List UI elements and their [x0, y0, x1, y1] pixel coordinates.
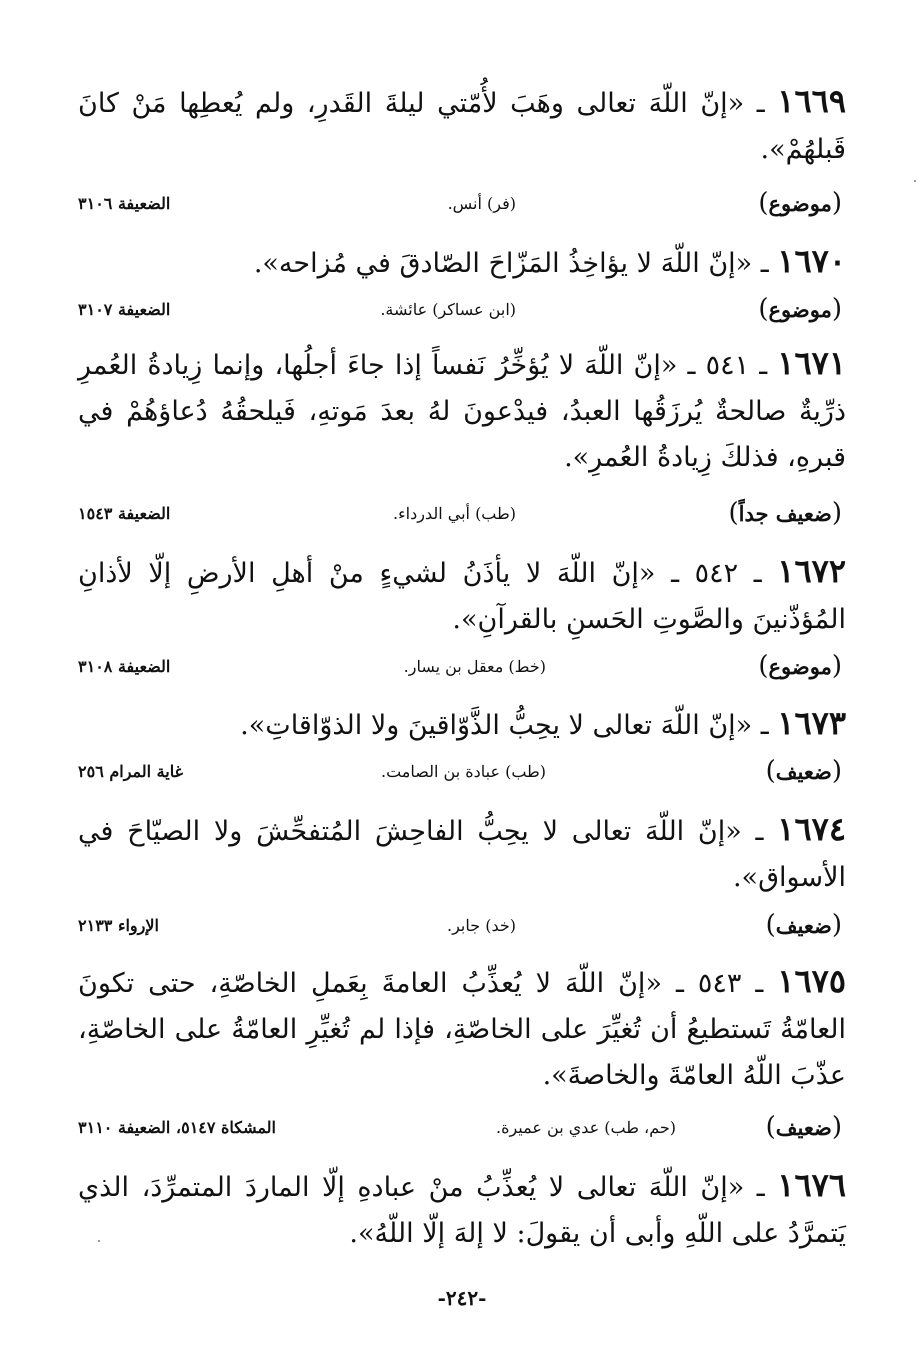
entry-text: ـ ٥٤٣ ـ «إنّ اللّهَ لا يُعذِّبُ العامةَ بِعَملِ الخاصّةِ، حتى تكونَ العامّةُ تَستطيعُ أن تُغيِّرَ على الخاصّةِ، فإذا لم تُغيِّرِ العامّةُ على الخاصّةِ، عذّبَ اللّهُ العامّةَ والخاصةَ». [78, 968, 846, 1091]
source-citation: (ابن عساكر) عائشة. [380, 300, 516, 319]
entry-number: ١٦٧٥ [777, 962, 846, 1000]
reference: الضعيفة ٣١٠٧ [78, 300, 171, 319]
grade-label: ( ضعيف ) [762, 1112, 846, 1142]
scan-speck [914, 180, 916, 182]
entry-text: ـ ٥٤١ ـ «إنّ اللّهَ لا يُؤخِّرُ نَفساً إذا جاءَ أجلُها، وإنما زِيادةُ العُمرِ ذرِّيةٌ صالحةٌ يُرزَقُها العبدُ، فيدْعونَ لهُ بعدَ مَوتهِ، فَيلحقُهُ دُعاؤهُمْ في قبرهِ، فذلكَ زِيادةُ العُمرِ». [78, 350, 846, 473]
entry-number: ١٦٦٩ [777, 82, 846, 120]
entry-number: ١٦٧٣ [777, 704, 846, 742]
hadith-entry [78, 1162, 846, 1257]
reference: المشكاة ٥١٤٧، الضعيفة ٣١١٠ [78, 1118, 276, 1137]
hadith-entry [78, 958, 846, 1099]
grade-row [78, 910, 846, 944]
hadith-entry [78, 548, 846, 643]
reference: غاية المرام ٢٥٦ [78, 762, 183, 781]
entry-number: ١٦٧٠ [777, 242, 846, 280]
grade-row [78, 188, 846, 222]
hadith-entry [78, 806, 846, 901]
entry-text: ـ «إنّ اللّهَ تعالى وهَبَ لأُمّتي ليلةَ القَدرِ، ولم يُعطِها مَنْ كانَ قَبلهُمْ». [78, 88, 846, 165]
source-citation: (فر) أنس. [447, 194, 516, 213]
grade-row [78, 756, 846, 790]
grade-row [78, 294, 846, 328]
reference: الإرواء ٢١٣٣ [78, 916, 159, 935]
source-citation: (خد) جابر. [447, 916, 516, 935]
scan-speck [98, 1240, 100, 1242]
grade-row [78, 651, 846, 685]
entry-text: ـ «إنّ اللّهَ تعالى لا يُعذِّبُ منْ عبادهِ إلّا الماردَ المتمرِّدَ، الذي يَتمرَّدُ على اللّهِ وأبى أن يقولَ: لا إلهَ إلّا اللّهُ». [78, 1172, 846, 1249]
entry-text: ـ «إنّ اللّهَ تعالى لا يحِبُّ الفاحِشَ المُتفحِّشَ ولا الصيّاحَ في الأسواق». [78, 816, 846, 893]
hadith-entry [78, 340, 846, 481]
entry-number: ١٦٧٦ [777, 1166, 846, 1204]
grade-label: ( موضوع ) [754, 188, 846, 218]
grade-row [78, 1112, 846, 1146]
reference: الضعيفة ٣١٠٨ [78, 657, 171, 676]
entry-number: ١٦٧٢ [777, 552, 846, 590]
entry-text: ـ ٥٤٢ ـ «إنّ اللّهَ لا يأذَنُ لشيءٍ منْ أهلِ الأرضِ إلّا لأذانِ المُؤذّنينَ والصَّوتِ الحَسنِ بالقرآنِ». [78, 558, 846, 635]
entry-number: ١٦٧٤ [777, 810, 846, 848]
page-number: -٢٤٢- [437, 1286, 487, 1310]
hadith-entry [78, 238, 846, 287]
source-citation: (طب) عبادة بن الصامت. [380, 762, 546, 781]
grade-label: ( ضعيف ) [762, 910, 846, 940]
hadith-entry [78, 78, 846, 173]
hadith-entry [78, 700, 846, 749]
source-citation: (طب) أبي الدرداء. [393, 504, 516, 523]
grade-row [78, 498, 846, 532]
grade-label: ( موضوع ) [754, 294, 846, 324]
entry-text: ـ «إنّ اللّهَ تعالى لا يحِبُّ الذَّوّاقينَ ولا الذوّاقاتِ». [240, 710, 778, 741]
source-citation: (خط) معقل بن يسار. [403, 657, 546, 676]
grade-label: ( ضعيف ) [762, 756, 846, 786]
grade-label: ( موضوع ) [754, 651, 846, 681]
entry-number: ١٦٧١ [777, 344, 846, 382]
source-citation: (حم، طب) عدي بن عميرة. [496, 1118, 676, 1137]
reference: الضعيفة ٣١٠٦ [78, 194, 171, 213]
reference: الضعيفة ١٥٤٣ [78, 504, 171, 523]
entry-text: ـ «إنّ اللّهَ لا يؤاخِذُ المَزّاحَ الصّادقَ في مُزاحه». [253, 248, 778, 279]
grade-label: ( ضعيف جداً ) [725, 498, 847, 528]
